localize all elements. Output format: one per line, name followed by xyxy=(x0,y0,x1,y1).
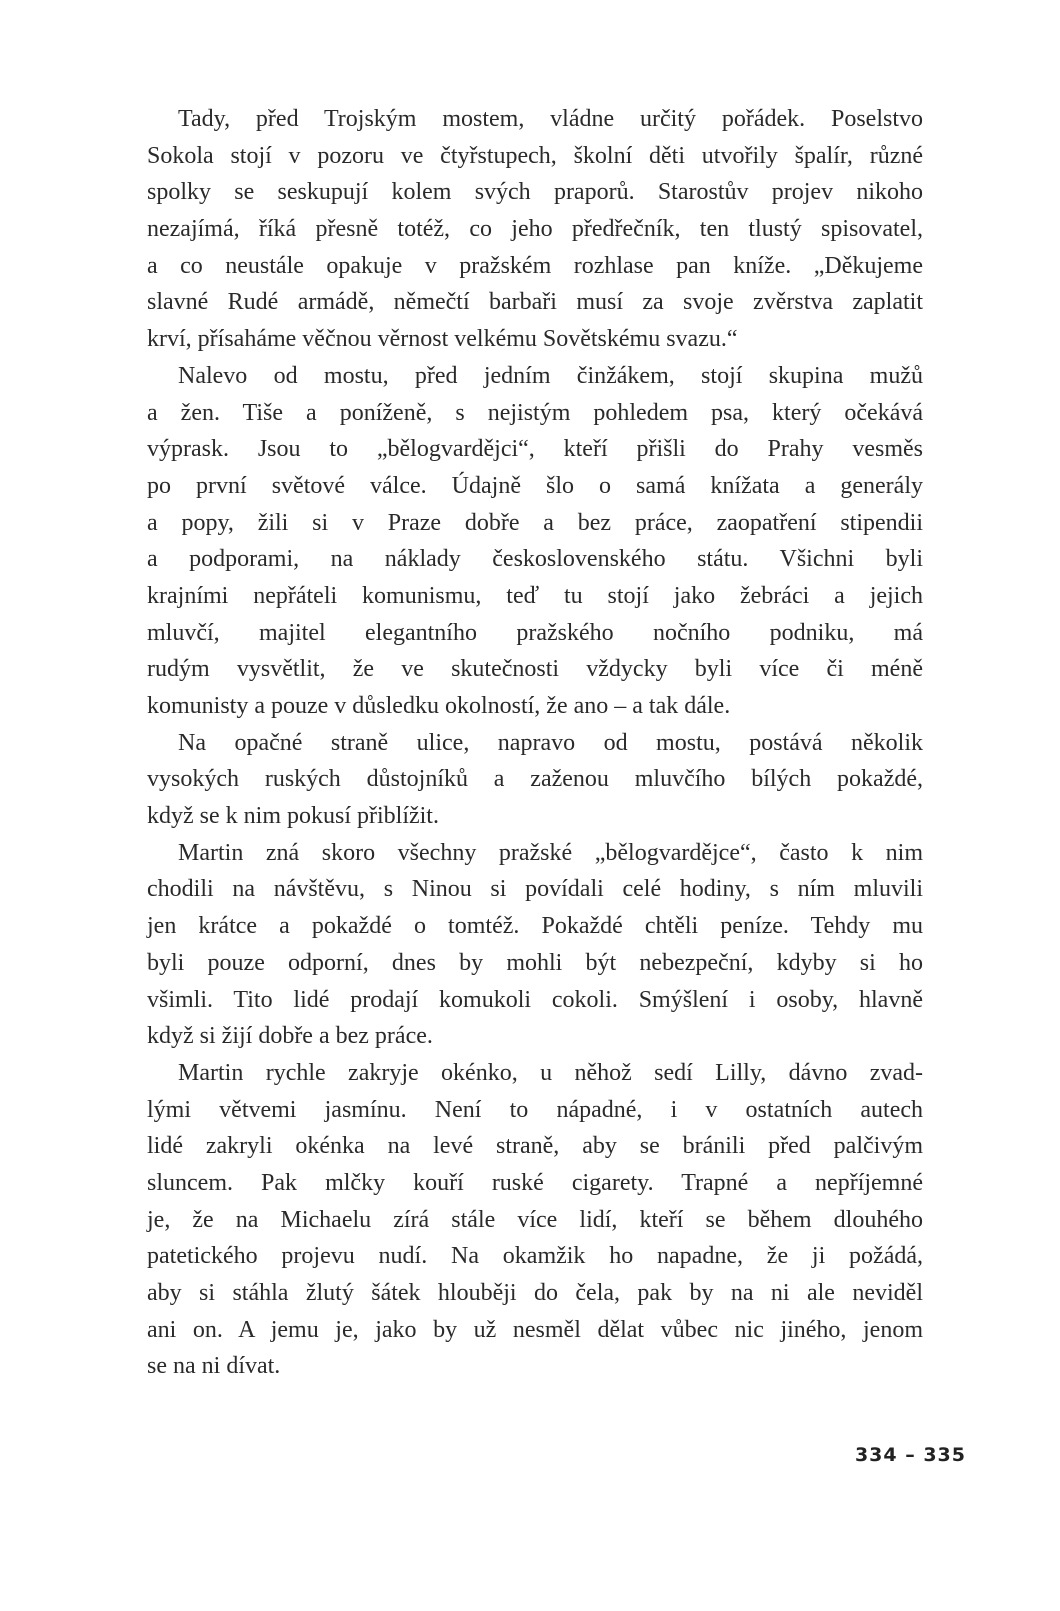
text-line: rudým vysvětlit, že ve skutečnosti vždycky byli více či méně xyxy=(147,656,923,683)
page-number: 334 – 335 xyxy=(854,1444,966,1466)
text-line: Na opačné straně ulice, napravo od mostu, postává několik xyxy=(178,729,923,756)
text-line: ani on. A jemu je, jako by už nesměl dělat vůbec nic jiného, jenom xyxy=(147,1316,923,1343)
text-line: mluvčí, majitel elegantního pražského nočního podniku, má xyxy=(147,619,923,646)
text-line: chodili na návštěvu, s Ninou si povídali celé hodiny, s ním mluvili xyxy=(147,876,923,903)
text-line: byli pouze odporní, dnes by mohli být nebezpeční, kdyby si ho xyxy=(147,949,923,976)
text-line: Nalevo od mostu, před jedním činžákem, stojí skupina mužů xyxy=(178,362,923,389)
text-line: Martin zná skoro všechny pražské „bělogvardějce“, často k nim xyxy=(178,839,923,866)
paragraph xyxy=(147,1055,923,1385)
paragraph xyxy=(147,835,923,1055)
text-line: výprask. Jsou to „bělogvardějci“, kteří přišli do Prahy vesměs xyxy=(147,436,923,463)
text-line: jen krátce a pokaždé o tomtéž. Pokaždé chtěli peníze. Tehdy mu xyxy=(147,913,923,940)
paragraph xyxy=(147,101,923,358)
text-line: když si žijí dobře a bez práce. xyxy=(147,1023,433,1050)
text-line: Martin rychle zakryje okénko, u něhož sedí Lilly, dávno zvad- xyxy=(178,1059,923,1086)
text-line: po první světové válce. Údajně šlo o samá knížata a generály xyxy=(147,472,923,499)
text-line: a podporami, na náklady československého státu. Všichni byli xyxy=(147,546,923,573)
text-line: aby si stáhla žlutý šátek hlouběji do čela, pak by na ni ale neviděl xyxy=(147,1280,923,1306)
body-text xyxy=(147,101,923,1385)
text-line: krajními nepřáteli komunismu, teď tu stojí jako žebráci a jejich xyxy=(147,582,923,609)
text-line: je, že na Michaelu zírá stále více lidí, kteří se během dlouhého xyxy=(147,1206,923,1233)
text-line: se na ni dívat. xyxy=(147,1353,281,1380)
text-line: a co neustále opakuje v pražském rozhlase pan kníže. „Děkujeme xyxy=(147,252,923,279)
text-line: krví, přísaháme věčnou věrnost velkému Sovětskému svazu.“ xyxy=(147,326,738,353)
text-line: a žen. Tiše a poníženě, s nejistým pohledem psa, který očekává xyxy=(147,399,923,426)
text-line: komunisty a pouze v důsledku okolností, že ano – a tak dále. xyxy=(147,693,731,719)
text-line: vysokých ruských důstojníků a zaženou mluvčího bílých pokaždé, xyxy=(147,766,923,793)
paragraph xyxy=(147,358,923,725)
text-line: a popy, žili si v Praze dobře a bez práce, zaopatření stipendii xyxy=(147,509,923,536)
text-line: sluncem. Pak mlčky kouří ruské cigarety. Trapné a nepříjemné xyxy=(147,1169,923,1196)
text-line: lidé zakryli okénka na levé straně, aby se bránili před palčivým xyxy=(147,1133,923,1160)
paragraph xyxy=(147,725,923,835)
text-line: lými větvemi jasmínu. Není to nápadné, i v ostatních autech xyxy=(147,1096,923,1123)
text-line: všimli. Tito lidé prodají komukoli cokoli. Smýšlení i osoby, hlavně xyxy=(147,986,923,1013)
text-line: Tady, před Trojským mostem, vládne určitý pořádek. Poselstvo xyxy=(178,106,923,132)
text-line: patetického projevu nudí. Na okamžik ho napadne, že ji požádá, xyxy=(147,1243,923,1270)
text-line: Sokola stojí v pozoru ve čtyřstupech, školní děti utvořily špalír, různé xyxy=(147,142,923,169)
text-line: slavné Rudé armádě, němečtí barbaři musí za svoje zvěrstva zaplatit xyxy=(147,289,923,316)
text-line: spolky se seskupují kolem svých praporů. Starostův projev nikoho xyxy=(147,179,923,206)
text-line: když se k nim pokusí přiblížit. xyxy=(147,803,439,830)
text-line: nezajímá, říká přesně totéž, co jeho předřečník, ten tlustý spisovatel, xyxy=(147,216,923,243)
